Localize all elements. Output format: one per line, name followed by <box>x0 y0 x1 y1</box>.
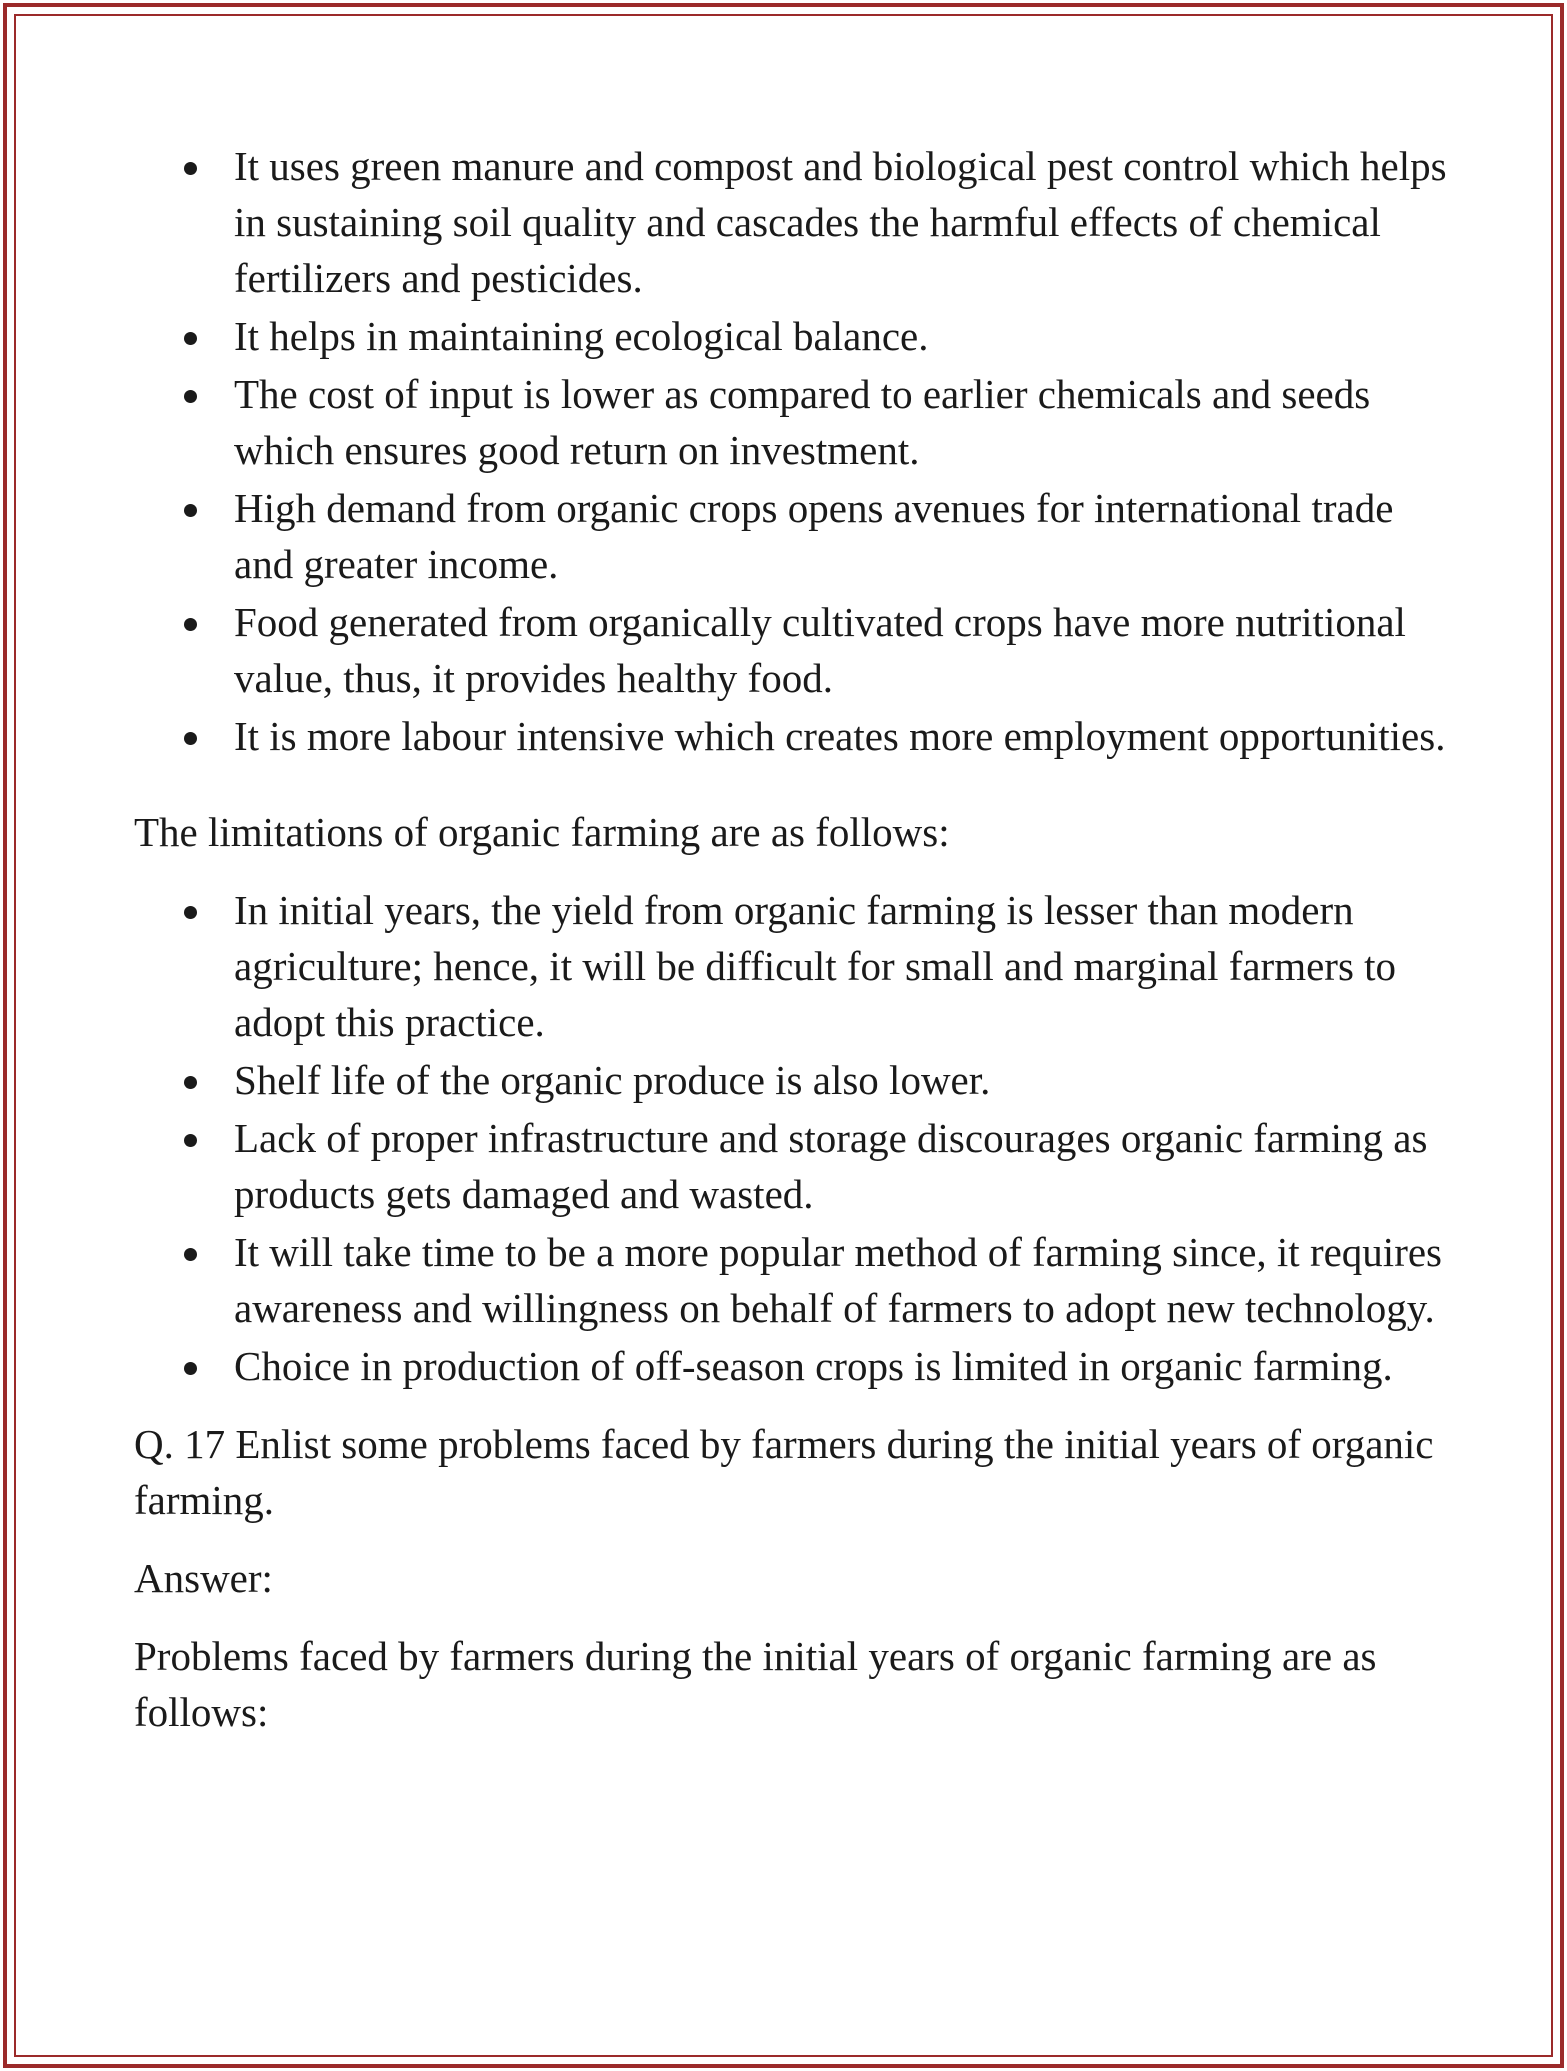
list-item: Lack of proper infrastructure and storage discourages organic farming as products gets damaged and wasted. <box>134 1110 1454 1222</box>
list-item: It will take time to be a more popular method of farming since, it requires awareness and willingness on behalf of farmers to adopt new technology. <box>134 1224 1454 1336</box>
bullet-icon <box>184 332 197 345</box>
list-item: High demand from organic crops opens avenues for international trade and greater income. <box>134 480 1454 592</box>
list-item: It uses green manure and compost and biological pest control which helps in sustaining soil quality and cascades the harmful effects of chemical fertilizers and pesticides. <box>134 138 1454 306</box>
answer-label: Answer: <box>134 1555 273 1601</box>
bullet-icon <box>184 390 197 403</box>
bullet-icon <box>184 162 197 175</box>
advantages-list <box>134 138 1454 764</box>
limitations-intro: The limitations of organic farming are as follows: <box>134 809 950 855</box>
bullet-icon <box>184 1248 197 1261</box>
bullet-icon <box>184 1362 197 1375</box>
bullet-icon <box>184 1076 197 1089</box>
bullet-icon <box>184 906 197 919</box>
limitations-list <box>134 882 1454 1394</box>
question-text: Q. 17 Enlist some problems faced by farmers during the initial years of organic farming. <box>134 1421 1434 1523</box>
bullet-icon <box>184 732 197 745</box>
document-body <box>134 138 1454 1740</box>
list-item: Food generated from organically cultivated crops have more nutritional value, thus, it provides healthy food. <box>134 594 1454 706</box>
list-item: Choice in production of off-season crops is limited in organic farming. <box>134 1338 1454 1394</box>
list-item: It is more labour intensive which creates more employment opportunities. <box>134 708 1454 764</box>
bullet-icon <box>184 618 197 631</box>
bullet-icon <box>184 1134 197 1147</box>
list-item: In initial years, the yield from organic farming is lesser than modern agriculture; hence, it will be difficult for small and marginal farmers to adopt this practice. <box>134 882 1454 1050</box>
answer-intro: Problems faced by farmers during the initial years of organic farming are as follows: <box>134 1633 1377 1735</box>
bullet-icon <box>184 504 197 517</box>
list-item: It helps in maintaining ecological balance. <box>134 308 1454 364</box>
list-item: The cost of input is lower as compared to earlier chemicals and seeds which ensures good return on investment. <box>134 366 1454 478</box>
list-item: Shelf life of the organic produce is also lower. <box>134 1052 1454 1108</box>
